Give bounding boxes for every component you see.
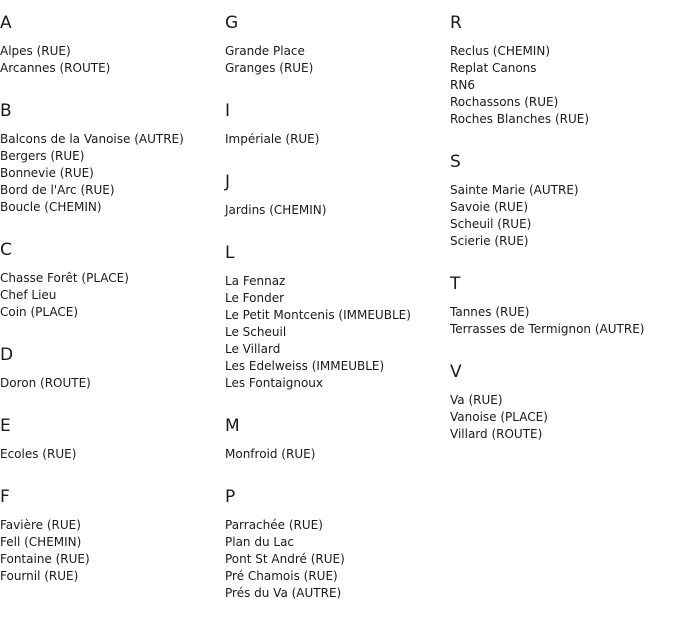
street-list — [450, 182, 579, 250]
letter-heading: J — [225, 172, 231, 192]
street-list-item[interactable]: Le Villard — [225, 342, 281, 356]
street-list-item[interactable]: Impériale (RUE) — [225, 132, 320, 146]
street-list-item[interactable]: Scheuil (RUE) — [450, 217, 532, 231]
street-list-item[interactable]: Rochassons (RUE) — [450, 95, 559, 109]
letter-heading: V — [450, 362, 462, 382]
letter-heading: A — [0, 13, 12, 33]
street-list-item[interactable]: Coin (PLACE) — [0, 305, 78, 319]
street-list-item[interactable]: Plan du Lac — [225, 535, 295, 549]
street-list-item[interactable]: Le Petit Montcenis (IMMEUBLE) — [225, 308, 411, 322]
street-list-item[interactable]: Chasse Forêt (PLACE) — [0, 271, 129, 285]
street-list — [225, 446, 315, 463]
street-list-item[interactable]: Monfroid (RUE) — [225, 447, 316, 461]
street-list-item[interactable]: Reclus (CHEMIN) — [450, 44, 551, 58]
letter-heading: E — [0, 416, 11, 436]
street-list — [0, 375, 91, 392]
letter-heading: B — [0, 101, 12, 121]
street-list-item[interactable]: Chef Lieu — [0, 288, 57, 302]
street-list — [450, 43, 589, 128]
street-list-item[interactable]: Fell (CHEMIN) — [0, 535, 82, 549]
street-list-item[interactable]: Sainte Marie (AUTRE) — [450, 183, 579, 197]
street-list-item[interactable]: Replat Canons — [450, 61, 537, 75]
street-list-item[interactable]: Le Scheuil — [225, 325, 287, 339]
street-list-item[interactable]: Boucle (CHEMIN) — [0, 200, 102, 214]
street-list-item[interactable]: RN6 — [450, 78, 475, 92]
street-list-item[interactable]: Savoie (RUE) — [450, 200, 529, 214]
street-list — [0, 517, 90, 585]
street-list — [0, 446, 76, 463]
street-list-item[interactable]: Parrachée (RUE) — [225, 518, 323, 532]
street-list — [225, 43, 313, 77]
street-list — [225, 131, 319, 148]
street-list — [0, 270, 129, 321]
street-list-item[interactable]: Ecoles (RUE) — [0, 447, 77, 461]
street-list-item[interactable]: Scierie (RUE) — [450, 234, 529, 248]
street-list-item[interactable]: Terrasses de Termignon (AUTRE) — [450, 322, 645, 336]
letter-heading: T — [450, 274, 461, 294]
street-list-item[interactable]: Vanoise (PLACE) — [450, 410, 548, 424]
street-list-item[interactable]: Balcons de la Vanoise (AUTRE) — [0, 132, 184, 146]
street-list-item[interactable]: Pont St André (RUE) — [225, 552, 345, 566]
street-list-item[interactable]: Va (RUE) — [450, 393, 503, 407]
street-list-item[interactable]: Pré Chamois (RUE) — [225, 569, 338, 583]
street-list-item[interactable]: Villard (ROUTE) — [450, 427, 543, 441]
street-list-item[interactable]: Bonnevie (RUE) — [0, 166, 94, 180]
letter-heading: R — [450, 13, 462, 33]
letter-heading: M — [225, 416, 240, 436]
letter-heading: L — [225, 243, 235, 263]
street-list-item[interactable]: Le Fonder — [225, 291, 285, 305]
street-list — [450, 304, 644, 338]
street-list-item[interactable]: Les Edelweiss (IMMEUBLE) — [225, 359, 385, 373]
street-list — [225, 273, 411, 392]
street-list-item[interactable]: Alpes (RUE) — [0, 44, 71, 58]
street-list-item[interactable]: Fontaine (RUE) — [0, 552, 90, 566]
street-list-item[interactable]: Fournil (RUE) — [0, 569, 79, 583]
letter-heading: D — [0, 345, 14, 365]
street-list-item[interactable]: La Fennaz — [225, 274, 286, 288]
street-list — [225, 517, 345, 602]
letter-heading: P — [225, 487, 236, 507]
street-list-item[interactable]: Prés du Va (AUTRE) — [225, 586, 342, 600]
street-list-item[interactable]: Grande Place — [225, 44, 305, 58]
letter-heading: F — [0, 487, 10, 507]
street-list-item[interactable]: Arcannes (ROUTE) — [0, 61, 111, 75]
street-list-item[interactable]: Doron (ROUTE) — [0, 376, 91, 390]
street-list-item[interactable]: Granges (RUE) — [225, 61, 314, 75]
letter-heading: I — [225, 101, 231, 121]
street-list-item[interactable]: Bord de l'Arc (RUE) — [0, 183, 115, 197]
letter-heading: C — [0, 240, 12, 260]
street-list — [0, 43, 110, 77]
street-list — [450, 392, 548, 443]
street-list-item[interactable]: Les Fontaignoux — [225, 376, 324, 390]
street-list-item[interactable]: Tannes (RUE) — [450, 305, 530, 319]
street-list — [225, 202, 326, 219]
street-list-item[interactable]: Jardins (CHEMIN) — [225, 203, 327, 217]
street-list-item[interactable]: Bergers (RUE) — [0, 149, 85, 163]
street-list-item[interactable]: Favière (RUE) — [0, 518, 81, 532]
letter-heading: G — [225, 13, 239, 33]
letter-heading: S — [450, 152, 461, 172]
street-list — [0, 131, 184, 216]
street-list-item[interactable]: Roches Blanches (RUE) — [450, 112, 590, 126]
